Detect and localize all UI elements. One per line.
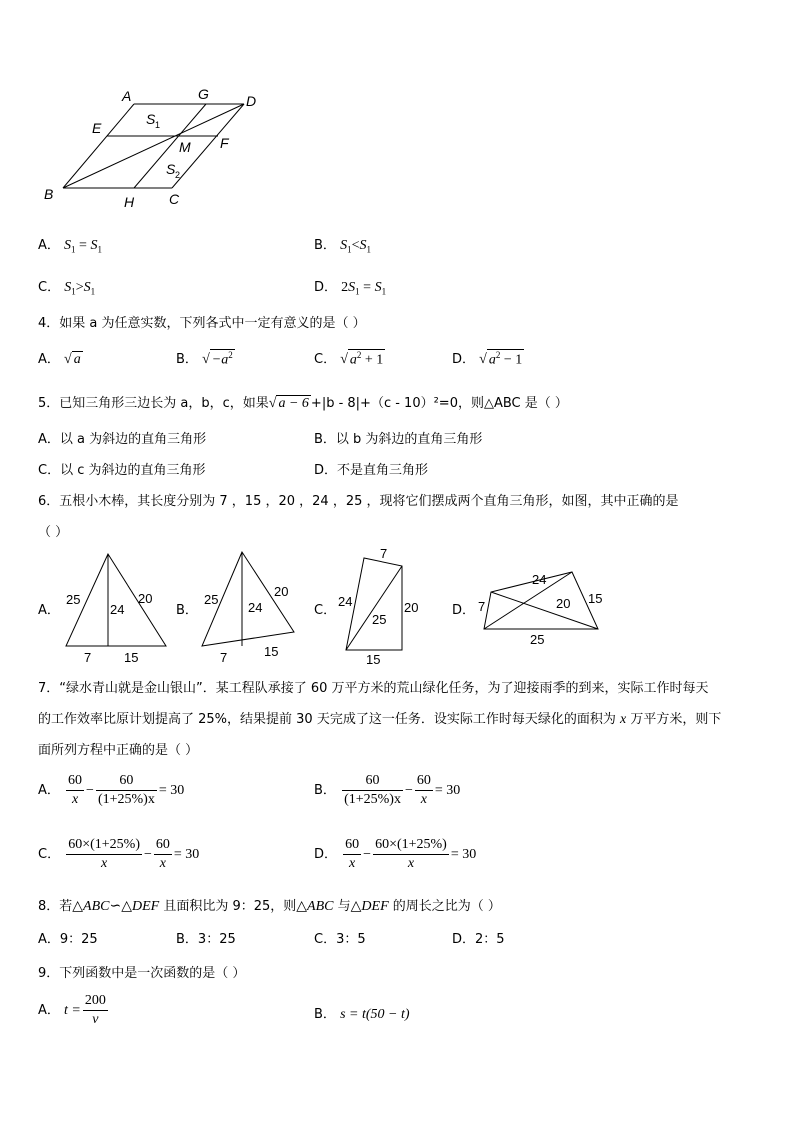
- sub-left: 1: [71, 286, 76, 297]
- radical-sign: √: [202, 352, 210, 367]
- radical-sign: √: [268, 396, 277, 411]
- q8-stem-mid: 且面积比为 9：25，则: [159, 899, 297, 914]
- sub-left: 1: [347, 244, 352, 255]
- q3-option-a[interactable]: [38, 234, 102, 255]
- q8-triangle-2: △DEF: [350, 899, 389, 914]
- operator: =: [75, 238, 91, 253]
- fig-b-label-right: 20: [274, 584, 289, 599]
- fig-b-label-mid: 24: [248, 600, 263, 615]
- fig-a-label-b1: 7: [84, 650, 92, 665]
- expr-left: S: [340, 238, 348, 253]
- option-letter: A．: [38, 238, 60, 253]
- rhs: = 30: [434, 783, 461, 798]
- q8-option-b[interactable]: B．3：25: [176, 932, 236, 947]
- fig-c-label-bottom: 15: [366, 652, 381, 667]
- fig-d-label-bottom: 25: [530, 632, 545, 647]
- q7-line2-pre: 的工作效率比原计划提高了 25%，结果提前 30 天完成了这一任务．设实际工作时每天绿化的面积为: [38, 712, 620, 727]
- option-letter: B．: [314, 783, 336, 798]
- q7-option-a[interactable]: A． $\frac{60}{x}$ − $\frac{60}{(1+25\%)x}$ = 30: [38, 773, 185, 807]
- sub-left: 1: [355, 286, 360, 297]
- rhs: = 30: [158, 783, 185, 798]
- q6-option-b[interactable]: B．: [176, 603, 198, 618]
- q8-stem-pre: 8．若: [38, 899, 73, 914]
- option-letter: C．: [38, 280, 61, 295]
- expr-right: S: [83, 280, 91, 295]
- label-H: H: [124, 194, 135, 210]
- option-letter: D．: [314, 280, 338, 295]
- parallelogram-figure: [38, 82, 278, 212]
- fig-b-label-b1: 7: [220, 650, 228, 665]
- q5-option-c[interactable]: C．以 c 为斜边的直角三角形: [38, 463, 206, 478]
- sub-right: 1: [381, 286, 387, 297]
- radicand-tail: − 1: [500, 352, 523, 367]
- expr-right: S: [359, 238, 367, 253]
- q5-option-b[interactable]: B．以 b 为斜边的直角三角形: [314, 432, 483, 447]
- q7-option-d[interactable]: D． $\frac{60}{x}$ − $\frac{60\times(1+25\%)}{x}$ = 30: [314, 837, 477, 871]
- expr-left: S: [64, 280, 72, 295]
- label-S1: S: [146, 111, 156, 127]
- option-letter: D．: [314, 847, 338, 862]
- q8-stem: [38, 895, 501, 915]
- label-S1-sub: 1: [155, 120, 161, 130]
- q7-line3: 面所列方程中正确的是（ ）: [38, 743, 199, 758]
- sub-left: 1: [71, 244, 76, 255]
- fraction-1: $\frac{60}{x}$: [68, 773, 83, 807]
- label-D: D: [246, 93, 257, 109]
- fraction-2: $\frac{60\times(1+25\%)}{x}$: [375, 837, 447, 871]
- label-F: F: [220, 135, 229, 151]
- radicand: a: [488, 352, 496, 367]
- option-letter: A．: [38, 1003, 60, 1018]
- exponent: 2: [228, 349, 233, 360]
- radical-sign: √: [64, 352, 72, 367]
- label-C: C: [169, 191, 180, 207]
- fig-a-label-mid: 24: [110, 602, 125, 617]
- radicand: −a: [211, 352, 229, 367]
- q6-option-c[interactable]: C．: [314, 603, 337, 618]
- option-letter: A．: [38, 352, 60, 367]
- q9-option-a[interactable]: [38, 992, 110, 1029]
- radical-sign: √: [340, 352, 348, 367]
- q6-option-a[interactable]: A．: [38, 603, 60, 618]
- q6-figure-c: [336, 544, 432, 668]
- fig-d-label-mid: 20: [556, 596, 571, 611]
- q4-option-c[interactable]: [314, 348, 385, 368]
- rhs: = 30: [450, 847, 477, 862]
- q6-stem-line1: 6．五根小木棒，其长度分别为 7 ，15 ，20 ，24 ，25 ，现将它们摆成两个直角三角形，如图，其中正确的是: [38, 494, 679, 509]
- q6-stem-line2: （ ）: [38, 525, 69, 540]
- expr-left: S: [348, 280, 356, 295]
- q7-var: x: [619, 712, 627, 727]
- q3-option-b[interactable]: [314, 234, 371, 255]
- q8-option-a[interactable]: A．9：25: [38, 932, 98, 947]
- fig-d-label-top: 24: [532, 572, 547, 587]
- option-letter: A．: [38, 783, 60, 798]
- fig-d-label-left: 7: [478, 599, 486, 614]
- q7-line2: [38, 708, 721, 728]
- option-letter: B．: [176, 352, 198, 367]
- q7-option-c[interactable]: C． $\frac{60\times(1+25\%)}{x}$ − $\frac{60}{x}$ = 30: [38, 837, 200, 871]
- sub-right: 1: [90, 286, 96, 297]
- radicand-tail: + 1: [361, 352, 384, 367]
- fig-c-label-top: 7: [380, 546, 388, 561]
- q9-stem: 9．下列函数中是一次函数的是（ ）: [38, 966, 246, 981]
- radicand: a: [73, 352, 81, 367]
- fig-b-label-b2: 15: [264, 644, 279, 659]
- q5-stem-pre: 5．已知三角形三边长为 a，b，c，如果: [38, 396, 269, 411]
- fraction-2: $\frac{60}{x}$: [155, 837, 170, 871]
- label-B: B: [44, 186, 54, 202]
- q8-and: 与: [333, 899, 351, 914]
- q7-line2-post: 万平方米，则下: [626, 712, 722, 727]
- fraction-2: $\frac{60}{x}$: [416, 773, 431, 807]
- q6-figure-d: [474, 566, 610, 648]
- sub-right: 1: [366, 244, 371, 255]
- coefficient: 2: [341, 280, 349, 295]
- expr-left: S: [64, 238, 72, 253]
- q8-option-c[interactable]: C．3：5: [314, 932, 366, 947]
- q6-option-d[interactable]: D．: [452, 603, 476, 618]
- q3-option-c[interactable]: [38, 276, 95, 297]
- rhs: = 30: [173, 847, 200, 862]
- expr-right: S: [90, 238, 98, 253]
- q8-triangle-1: △ABC: [296, 899, 334, 914]
- q8-stem-post: 的周长之比为（ ）: [388, 899, 501, 914]
- fig-b-label-left: 25: [204, 592, 219, 607]
- q5-option-a[interactable]: A．以 a 为斜边的直角三角形: [38, 432, 207, 447]
- q5-stem-post: +|b - 8|+（c - 10）²=0，则△ABC 是（ ）: [310, 396, 568, 411]
- label-M: M: [179, 139, 191, 155]
- exponent: 2: [495, 349, 501, 360]
- option-letter: D．: [452, 352, 476, 367]
- q7-option-b[interactable]: B． $\frac{60}{(1+25\%)x}$ − $\frac{60}{x}$ = 30: [314, 773, 461, 807]
- label-G: G: [198, 86, 209, 102]
- q4-option-a[interactable]: [38, 348, 83, 368]
- fig-a-label-b2: 15: [124, 650, 139, 665]
- label-S2-sub: 2: [175, 170, 181, 180]
- q4-option-b[interactable]: [176, 348, 235, 368]
- fraction-1: $\frac{60}{(1+25\%)x}$: [344, 773, 401, 807]
- fraction-2: $\frac{60}{(1+25\%)x}$: [97, 773, 155, 807]
- fig-c-label-right: 20: [404, 600, 419, 615]
- q5-radicand: a − 6: [278, 396, 309, 411]
- q8-similarity: △ABC∽△DEF: [72, 899, 160, 914]
- option-letter: B．: [314, 238, 336, 253]
- q7-line1: 7．“绿水青山就是金山银山”．某工程队承接了 60 万平方米的荒山绿化任务，为了迎接雨季的到来，实际工作时每天: [38, 681, 709, 696]
- q4-option-d[interactable]: [452, 348, 524, 368]
- q5-option-d[interactable]: D．不是直角三角形: [314, 463, 429, 478]
- expression: s = t(50 − t): [340, 1007, 410, 1022]
- fraction-1: $\frac{60}{x}$: [345, 837, 360, 871]
- lhs: t =: [64, 1003, 81, 1018]
- option-letter: C．: [38, 847, 61, 862]
- label-E: E: [92, 120, 102, 136]
- operator: <: [351, 238, 360, 253]
- q4-stem: 4．如果 a 为任意实数，下列各式中一定有意义的是（ ）: [38, 316, 366, 331]
- q6-figure-b: [198, 546, 308, 666]
- option-letter: B．: [314, 1007, 336, 1022]
- expr-right: S: [374, 280, 382, 295]
- q6-figure-a: [60, 548, 170, 668]
- option-letter: C．: [314, 352, 337, 367]
- q5-stem: [38, 392, 568, 412]
- fig-c-label-left: 24: [338, 594, 353, 609]
- sub-right: 1: [97, 244, 102, 255]
- fraction: $\frac{200}{v}$: [84, 993, 106, 1027]
- q3-option-d[interactable]: [314, 276, 386, 297]
- radicand: a: [349, 352, 357, 367]
- exponent: 2: [356, 349, 362, 360]
- fig-c-label-mid: 25: [372, 612, 387, 627]
- operator: >: [75, 280, 84, 295]
- fig-a-label-right: 20: [138, 591, 153, 606]
- q9-option-b[interactable]: [314, 1003, 410, 1023]
- fig-d-label-right: 15: [588, 591, 603, 606]
- radical-sign: √: [479, 352, 487, 367]
- operator: =: [359, 280, 375, 295]
- label-A: A: [122, 88, 132, 104]
- label-S2: S: [166, 161, 176, 177]
- fig-a-label-left: 25: [66, 592, 81, 607]
- fraction-1: $\frac{60\times(1+25\%)}{x}$: [68, 837, 140, 871]
- q8-option-d[interactable]: D．2：5: [452, 932, 505, 947]
